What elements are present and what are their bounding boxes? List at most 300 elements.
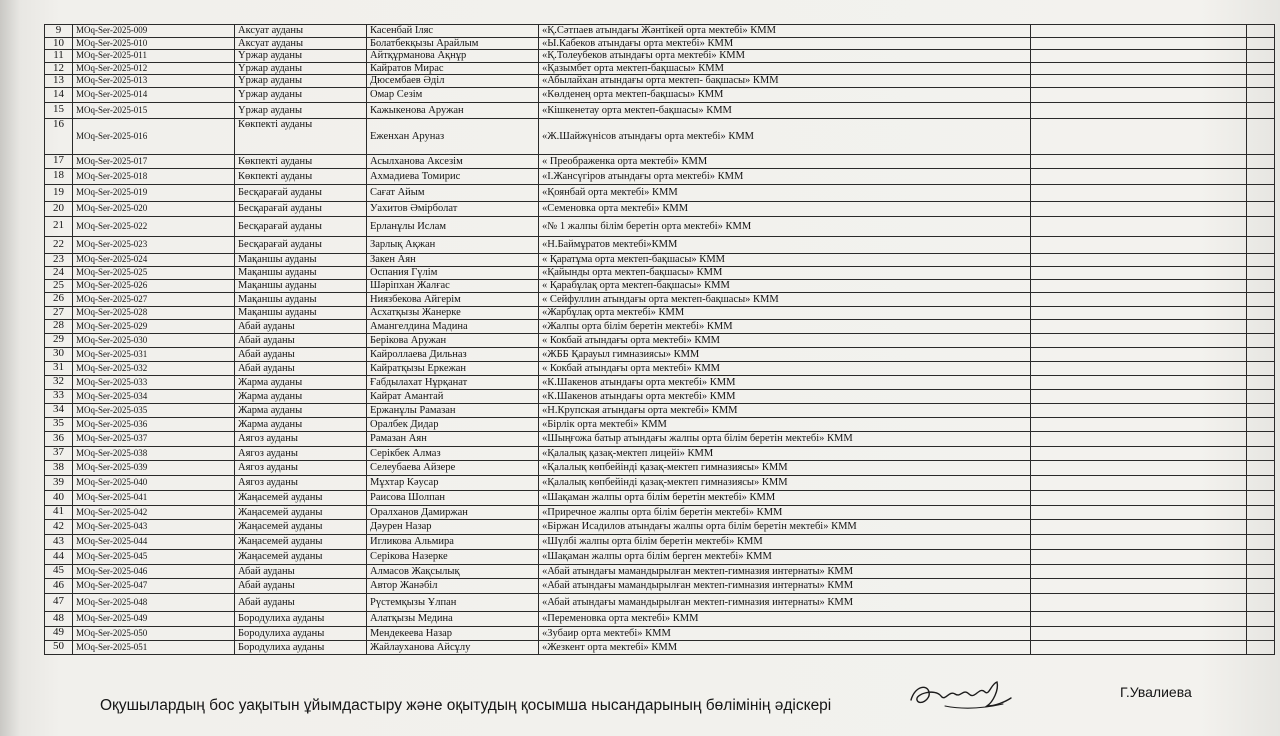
row-number: 48 bbox=[45, 611, 73, 626]
table-row bbox=[45, 611, 1275, 626]
row-district: Абай ауданы bbox=[235, 319, 367, 333]
row-number: 41 bbox=[45, 505, 73, 519]
row-school: «Абай атындағы мамандырылған мектеп-гимназия интернаты» КММ bbox=[539, 593, 1031, 611]
row-student-name: Мендекеева Назар bbox=[367, 626, 539, 640]
empty-cell bbox=[1031, 564, 1247, 578]
row-number: 12 bbox=[45, 62, 73, 75]
row-district: Аягоз ауданы bbox=[235, 460, 367, 475]
empty-cell bbox=[1031, 593, 1247, 611]
row-school: «Шыңғожа батыр атындағы жалпы орта білім беретін мектебі» КММ bbox=[539, 431, 1031, 446]
row-school: «Қалалық көпбейінді қазақ-мектеп гимназиясы» КММ bbox=[539, 475, 1031, 490]
table-row bbox=[45, 75, 1275, 88]
row-code: MOq-Ser-2025-019 bbox=[73, 184, 235, 201]
row-number: 35 bbox=[45, 417, 73, 431]
empty-cell bbox=[1247, 168, 1275, 184]
empty-cell bbox=[1247, 201, 1275, 216]
empty-cell bbox=[1031, 403, 1247, 417]
empty-cell bbox=[1031, 75, 1247, 88]
empty-cell bbox=[1031, 201, 1247, 216]
table-row bbox=[45, 333, 1275, 347]
empty-cell bbox=[1031, 154, 1247, 168]
row-number: 47 bbox=[45, 593, 73, 611]
row-student-name: Серікбек Алмаз bbox=[367, 446, 539, 460]
row-code: MOq-Ser-2025-045 bbox=[73, 549, 235, 564]
row-number: 22 bbox=[45, 236, 73, 253]
row-code: MOq-Ser-2025-025 bbox=[73, 266, 235, 279]
table-row bbox=[45, 253, 1275, 266]
row-school: «Н.Баймұратов мектебі»КММ bbox=[539, 236, 1031, 253]
row-number: 17 bbox=[45, 154, 73, 168]
row-school: «Абылайхан атындағы орта мектеп- бақшасы» КММ bbox=[539, 75, 1031, 88]
row-school: «Қалалық қазақ-мектеп лицейі» КММ bbox=[539, 446, 1031, 460]
empty-cell bbox=[1247, 62, 1275, 75]
row-code: MOq-Ser-2025-022 bbox=[73, 216, 235, 236]
row-number: 34 bbox=[45, 403, 73, 417]
table-row bbox=[45, 490, 1275, 505]
row-student-name: Шәріпхан Жалғас bbox=[367, 279, 539, 292]
row-district: Жарма ауданы bbox=[235, 375, 367, 389]
row-code: MOq-Ser-2025-044 bbox=[73, 534, 235, 549]
empty-cell bbox=[1031, 417, 1247, 431]
row-number: 16 bbox=[45, 118, 73, 154]
empty-cell bbox=[1031, 361, 1247, 375]
empty-cell bbox=[1031, 475, 1247, 490]
empty-cell bbox=[1031, 25, 1247, 38]
table-row bbox=[45, 505, 1275, 519]
table-row bbox=[45, 184, 1275, 201]
row-district: Жаңасемей ауданы bbox=[235, 505, 367, 519]
row-student-name: Кайратов Мирас bbox=[367, 62, 539, 75]
empty-cell bbox=[1031, 549, 1247, 564]
table-row bbox=[45, 460, 1275, 475]
signer-name: Г.Увалиева bbox=[1120, 684, 1192, 700]
row-student-name: Асхатқызы Жанерке bbox=[367, 306, 539, 319]
empty-cell bbox=[1247, 50, 1275, 63]
table-row bbox=[45, 475, 1275, 490]
row-school: «Біржан Исадилов атындағы жалпы орта білім беретін мектебі» КММ bbox=[539, 519, 1031, 534]
table-row bbox=[45, 168, 1275, 184]
table-row bbox=[45, 292, 1275, 306]
empty-cell bbox=[1247, 534, 1275, 549]
row-school: «Қ.Сәтпаев атындағы Жәнтікей орта мектебі» КММ bbox=[539, 25, 1031, 38]
row-number: 26 bbox=[45, 292, 73, 306]
table-row bbox=[45, 201, 1275, 216]
row-code: MOq-Ser-2025-014 bbox=[73, 87, 235, 102]
row-district: Жаңасемей ауданы bbox=[235, 549, 367, 564]
row-district: Жаңасемей ауданы bbox=[235, 490, 367, 505]
row-district: Мақаншы ауданы bbox=[235, 266, 367, 279]
empty-cell bbox=[1247, 236, 1275, 253]
empty-cell bbox=[1247, 564, 1275, 578]
empty-cell bbox=[1247, 216, 1275, 236]
table-row bbox=[45, 431, 1275, 446]
row-code: MOq-Ser-2025-036 bbox=[73, 417, 235, 431]
empty-cell bbox=[1031, 446, 1247, 460]
row-district: Аксуат ауданы bbox=[235, 37, 367, 50]
table-row bbox=[45, 640, 1275, 654]
row-school: «Қалалық көпбейінді қазақ-мектеп гимназиясы» КММ bbox=[539, 460, 1031, 475]
empty-cell bbox=[1031, 389, 1247, 403]
row-number: 36 bbox=[45, 431, 73, 446]
row-student-name: Омар Сезім bbox=[367, 87, 539, 102]
row-school: «Ы.Кабеков атындағы орта мектебі» КММ bbox=[539, 37, 1031, 50]
row-code: MOq-Ser-2025-035 bbox=[73, 403, 235, 417]
row-school: « Кокбай атындағы орта мектебі» КММ bbox=[539, 361, 1031, 375]
empty-cell bbox=[1031, 292, 1247, 306]
empty-cell bbox=[1247, 640, 1275, 654]
row-code: MOq-Ser-2025-027 bbox=[73, 292, 235, 306]
row-number: 43 bbox=[45, 534, 73, 549]
row-number: 25 bbox=[45, 279, 73, 292]
empty-cell bbox=[1247, 292, 1275, 306]
row-code: MOq-Ser-2025-030 bbox=[73, 333, 235, 347]
row-code: MOq-Ser-2025-020 bbox=[73, 201, 235, 216]
row-student-name: Рүстемқызы Ұлпан bbox=[367, 593, 539, 611]
row-student-name: Кайроллаева Дильназ bbox=[367, 347, 539, 361]
empty-cell bbox=[1247, 611, 1275, 626]
row-student-name: Раисова Шолпан bbox=[367, 490, 539, 505]
empty-cell bbox=[1031, 578, 1247, 593]
empty-cell bbox=[1031, 333, 1247, 347]
row-code: MOq-Ser-2025-017 bbox=[73, 154, 235, 168]
row-school: «Абай атындағы мамандырылған мектеп-гимназия интернаты» КММ bbox=[539, 578, 1031, 593]
row-number: 30 bbox=[45, 347, 73, 361]
row-number: 20 bbox=[45, 201, 73, 216]
empty-cell bbox=[1031, 626, 1247, 640]
row-district: Үржар ауданы bbox=[235, 87, 367, 102]
empty-cell bbox=[1247, 626, 1275, 640]
row-student-name: Ниязбекова Айгерім bbox=[367, 292, 539, 306]
row-district: Абай ауданы bbox=[235, 333, 367, 347]
empty-cell bbox=[1031, 168, 1247, 184]
row-school: «Кішкенетау орта мектеп-бақшасы» КММ bbox=[539, 102, 1031, 118]
row-code: MOq-Ser-2025-042 bbox=[73, 505, 235, 519]
row-number: 13 bbox=[45, 75, 73, 88]
empty-cell bbox=[1247, 578, 1275, 593]
empty-cell bbox=[1247, 279, 1275, 292]
row-district: Мақаншы ауданы bbox=[235, 253, 367, 266]
row-district: Бородулиха ауданы bbox=[235, 626, 367, 640]
row-code: MOq-Ser-2025-046 bbox=[73, 564, 235, 578]
table-row bbox=[45, 118, 1275, 154]
table-row bbox=[45, 549, 1275, 564]
row-number: 29 bbox=[45, 333, 73, 347]
table-row bbox=[45, 306, 1275, 319]
row-number: 27 bbox=[45, 306, 73, 319]
row-student-name: Уахитов Әмірболат bbox=[367, 201, 539, 216]
row-student-name: Айтқұрманова Ақнұр bbox=[367, 50, 539, 63]
row-school: « Қарабұлақ орта мектеп-бақшасы» КММ bbox=[539, 279, 1031, 292]
row-school: « Сейфуллин атындағы орта мектеп-бақшасы» КММ bbox=[539, 292, 1031, 306]
row-code: MOq-Ser-2025-049 bbox=[73, 611, 235, 626]
row-number: 31 bbox=[45, 361, 73, 375]
row-code: MOq-Ser-2025-029 bbox=[73, 319, 235, 333]
empty-cell bbox=[1247, 475, 1275, 490]
empty-cell bbox=[1031, 236, 1247, 253]
table-row bbox=[45, 446, 1275, 460]
row-number: 15 bbox=[45, 102, 73, 118]
table-row bbox=[45, 519, 1275, 534]
row-school: «Қайынды орта мектеп-бақшасы» КММ bbox=[539, 266, 1031, 279]
row-student-name: Берікова Аружан bbox=[367, 333, 539, 347]
empty-cell bbox=[1247, 253, 1275, 266]
footer-department: Оқушылардың бос уақытын ұйымдастыру және оқытудың қосымша нысандарының бөлімінің әдіскері bbox=[100, 697, 832, 714]
row-code: MOq-Ser-2025-034 bbox=[73, 389, 235, 403]
row-student-name: Алатқызы Медина bbox=[367, 611, 539, 626]
empty-cell bbox=[1247, 333, 1275, 347]
row-district: Аягоз ауданы bbox=[235, 475, 367, 490]
row-code: MOq-Ser-2025-026 bbox=[73, 279, 235, 292]
participants-table bbox=[44, 24, 1275, 655]
row-school: «Приречное жалпы орта білім беретін мектебі» КММ bbox=[539, 505, 1031, 519]
row-code: MOq-Ser-2025-033 bbox=[73, 375, 235, 389]
empty-cell bbox=[1031, 306, 1247, 319]
row-code: MOq-Ser-2025-024 bbox=[73, 253, 235, 266]
row-code: MOq-Ser-2025-037 bbox=[73, 431, 235, 446]
row-student-name: Закен Аян bbox=[367, 253, 539, 266]
row-student-name: Оспания Гүлім bbox=[367, 266, 539, 279]
row-code: MOq-Ser-2025-018 bbox=[73, 168, 235, 184]
row-number: 50 bbox=[45, 640, 73, 654]
table-row bbox=[45, 361, 1275, 375]
row-district: Жарма ауданы bbox=[235, 403, 367, 417]
row-student-name: Ахмадиева Томирис bbox=[367, 168, 539, 184]
row-number: 46 bbox=[45, 578, 73, 593]
empty-cell bbox=[1247, 319, 1275, 333]
row-student-name: Дәурен Назар bbox=[367, 519, 539, 534]
row-number: 45 bbox=[45, 564, 73, 578]
row-district: Үржар ауданы bbox=[235, 62, 367, 75]
row-student-name: Игликова Альмира bbox=[367, 534, 539, 549]
row-district: Аягоз ауданы bbox=[235, 431, 367, 446]
empty-cell bbox=[1031, 640, 1247, 654]
empty-cell bbox=[1247, 403, 1275, 417]
row-district: Бесқарағай ауданы bbox=[235, 236, 367, 253]
empty-cell bbox=[1031, 279, 1247, 292]
row-code: MOq-Ser-2025-048 bbox=[73, 593, 235, 611]
row-code: MOq-Ser-2025-039 bbox=[73, 460, 235, 475]
row-code: MOq-Ser-2025-050 bbox=[73, 626, 235, 640]
empty-cell bbox=[1031, 319, 1247, 333]
row-student-name: Касенбай Іляс bbox=[367, 25, 539, 38]
row-school: « Қаратұма орта мектеп-бақшасы» КММ bbox=[539, 253, 1031, 266]
row-school: «Шүлбі жалпы орта білім беретін мектебі» КММ bbox=[539, 534, 1031, 549]
row-district: Мақаншы ауданы bbox=[235, 279, 367, 292]
row-school: «Қазымбет орта мектеп-бақшасы» КММ bbox=[539, 62, 1031, 75]
row-number: 32 bbox=[45, 375, 73, 389]
row-school: «Шақаман жалпы орта білім берген мектебі» КММ bbox=[539, 549, 1031, 564]
row-number: 44 bbox=[45, 549, 73, 564]
row-district: Абай ауданы bbox=[235, 564, 367, 578]
row-school: «К.Шакенов атындағы орта мектебі» КММ bbox=[539, 389, 1031, 403]
empty-cell bbox=[1031, 62, 1247, 75]
table-row bbox=[45, 626, 1275, 640]
row-district: Аягоз ауданы bbox=[235, 446, 367, 460]
row-number: 24 bbox=[45, 266, 73, 279]
row-number: 28 bbox=[45, 319, 73, 333]
row-code: MOq-Ser-2025-043 bbox=[73, 519, 235, 534]
table-row bbox=[45, 62, 1275, 75]
empty-cell bbox=[1247, 519, 1275, 534]
row-student-name: Автор Жанәбіл bbox=[367, 578, 539, 593]
row-code: MOq-Ser-2025-011 bbox=[73, 50, 235, 63]
row-student-name: Сағат Айым bbox=[367, 184, 539, 201]
row-district: Абай ауданы bbox=[235, 593, 367, 611]
table-row bbox=[45, 564, 1275, 578]
empty-cell bbox=[1031, 37, 1247, 50]
row-district: Абай ауданы bbox=[235, 361, 367, 375]
empty-cell bbox=[1247, 87, 1275, 102]
row-school: «Зубаир орта мектебі» КММ bbox=[539, 626, 1031, 640]
row-district: Бесқарағай ауданы bbox=[235, 184, 367, 201]
row-number: 10 bbox=[45, 37, 73, 50]
row-school: «Шақаман жалпы орта білім беретін мектебі» КММ bbox=[539, 490, 1031, 505]
row-district: Абай ауданы bbox=[235, 578, 367, 593]
empty-cell bbox=[1247, 375, 1275, 389]
row-number: 38 bbox=[45, 460, 73, 475]
table-row bbox=[45, 593, 1275, 611]
empty-cell bbox=[1031, 505, 1247, 519]
empty-cell bbox=[1031, 253, 1247, 266]
row-student-name: Кажыкенова Аружан bbox=[367, 102, 539, 118]
empty-cell bbox=[1247, 460, 1275, 475]
row-number: 21 bbox=[45, 216, 73, 236]
row-number: 19 bbox=[45, 184, 73, 201]
row-school: «І.Жансүгіров атындағы орта мектебі» КММ bbox=[539, 168, 1031, 184]
table-row bbox=[45, 216, 1275, 236]
row-student-name: Кайрат Амантай bbox=[367, 389, 539, 403]
empty-cell bbox=[1247, 37, 1275, 50]
empty-cell bbox=[1247, 184, 1275, 201]
empty-cell bbox=[1247, 431, 1275, 446]
empty-cell bbox=[1031, 460, 1247, 475]
empty-cell bbox=[1031, 534, 1247, 549]
row-student-name: Болатбекқызы Арайлым bbox=[367, 37, 539, 50]
row-school: «Семеновка орта мектебі» КММ bbox=[539, 201, 1031, 216]
table-row bbox=[45, 534, 1275, 549]
empty-cell bbox=[1031, 611, 1247, 626]
row-district: Үржар ауданы bbox=[235, 50, 367, 63]
empty-cell bbox=[1247, 490, 1275, 505]
row-code: MOq-Ser-2025-040 bbox=[73, 475, 235, 490]
row-district: Жарма ауданы bbox=[235, 389, 367, 403]
table-row bbox=[45, 25, 1275, 38]
row-code: MOq-Ser-2025-023 bbox=[73, 236, 235, 253]
row-code: MOq-Ser-2025-009 bbox=[73, 25, 235, 38]
row-number: 33 bbox=[45, 389, 73, 403]
empty-cell bbox=[1247, 102, 1275, 118]
row-student-name: Рамазан Аян bbox=[367, 431, 539, 446]
row-code: MOq-Ser-2025-041 bbox=[73, 490, 235, 505]
row-school: «Қ.Толеубеков атындағы орта мектебі» КММ bbox=[539, 50, 1031, 63]
row-school: «Н.Крупская атындағы орта мектебі» КММ bbox=[539, 403, 1031, 417]
row-code: MOq-Ser-2025-012 bbox=[73, 62, 235, 75]
table-row bbox=[45, 37, 1275, 50]
row-code: MOq-Ser-2025-015 bbox=[73, 102, 235, 118]
empty-cell bbox=[1247, 25, 1275, 38]
row-student-name: Селеубаева Айзере bbox=[367, 460, 539, 475]
row-school: «Бірлік орта мектебі» КММ bbox=[539, 417, 1031, 431]
table-row bbox=[45, 403, 1275, 417]
row-district: Аксуат ауданы bbox=[235, 25, 367, 38]
row-school: «Жарбұлақ орта мектебі» КММ bbox=[539, 306, 1031, 319]
row-number: 18 bbox=[45, 168, 73, 184]
signature bbox=[905, 676, 1015, 716]
row-code: MOq-Ser-2025-032 bbox=[73, 361, 235, 375]
table-row bbox=[45, 279, 1275, 292]
row-student-name: Зарлық Ақжан bbox=[367, 236, 539, 253]
row-code: MOq-Ser-2025-010 bbox=[73, 37, 235, 50]
row-district: Мақаншы ауданы bbox=[235, 292, 367, 306]
row-school: «Абай атындағы мамандырылған мектеп-гимназия интернаты» КММ bbox=[539, 564, 1031, 578]
row-code: MOq-Ser-2025-051 bbox=[73, 640, 235, 654]
row-code: MOq-Ser-2025-028 bbox=[73, 306, 235, 319]
row-school: «К.Шакенов атындағы орта мектебі» КММ bbox=[539, 375, 1031, 389]
empty-cell bbox=[1247, 593, 1275, 611]
table-row bbox=[45, 319, 1275, 333]
table-row bbox=[45, 102, 1275, 118]
row-student-name: Жайлауханова Айсұлу bbox=[367, 640, 539, 654]
table-row bbox=[45, 578, 1275, 593]
row-number: 49 bbox=[45, 626, 73, 640]
row-school: «Жезкент орта мектебі» КММ bbox=[539, 640, 1031, 654]
row-student-name: Кайратқызы Еркежан bbox=[367, 361, 539, 375]
empty-cell bbox=[1031, 347, 1247, 361]
row-district: Бородулиха ауданы bbox=[235, 611, 367, 626]
row-student-name: Серікова Назерке bbox=[367, 549, 539, 564]
empty-cell bbox=[1031, 431, 1247, 446]
row-school: «ЖББ Қарауыл гимназиясы» КММ bbox=[539, 347, 1031, 361]
table-row bbox=[45, 50, 1275, 63]
row-district: Жаңасемей ауданы bbox=[235, 519, 367, 534]
row-school: «№ 1 жалпы білім беретін орта мектебі» КММ bbox=[539, 216, 1031, 236]
empty-cell bbox=[1031, 375, 1247, 389]
table-row bbox=[45, 375, 1275, 389]
empty-cell bbox=[1031, 50, 1247, 63]
empty-cell bbox=[1031, 102, 1247, 118]
row-district: Жарма ауданы bbox=[235, 417, 367, 431]
row-district: Көкпекті ауданы bbox=[235, 168, 367, 184]
row-school: « Кокбай атындағы орта мектебі» КММ bbox=[539, 333, 1031, 347]
row-code: MOq-Ser-2025-038 bbox=[73, 446, 235, 460]
row-number: 23 bbox=[45, 253, 73, 266]
row-school: «Жалпы орта білім беретін мектебі» КММ bbox=[539, 319, 1031, 333]
row-student-name: Оралбек Дидар bbox=[367, 417, 539, 431]
row-student-name: Еженхан Аруназ bbox=[367, 118, 539, 154]
table-row bbox=[45, 389, 1275, 403]
row-number: 39 bbox=[45, 475, 73, 490]
row-code: MOq-Ser-2025-016 bbox=[73, 118, 235, 154]
row-district: Мақаншы ауданы bbox=[235, 306, 367, 319]
empty-cell bbox=[1247, 75, 1275, 88]
row-student-name: Оралханов Дамиржан bbox=[367, 505, 539, 519]
empty-cell bbox=[1247, 417, 1275, 431]
row-student-name: Дюсембаев Әділ bbox=[367, 75, 539, 88]
empty-cell bbox=[1247, 118, 1275, 154]
row-district: Үржар ауданы bbox=[235, 75, 367, 88]
empty-cell bbox=[1031, 519, 1247, 534]
row-number: 40 bbox=[45, 490, 73, 505]
row-district: Көкпекті ауданы bbox=[235, 118, 367, 154]
row-district: Үржар ауданы bbox=[235, 102, 367, 118]
row-student-name: Мұхтар Кәусар bbox=[367, 475, 539, 490]
row-district: Бесқарағай ауданы bbox=[235, 201, 367, 216]
row-student-name: Амангелдина Мадина bbox=[367, 319, 539, 333]
row-number: 42 bbox=[45, 519, 73, 534]
row-student-name: Алмасов Жақсылық bbox=[367, 564, 539, 578]
empty-cell bbox=[1031, 184, 1247, 201]
row-code: MOq-Ser-2025-047 bbox=[73, 578, 235, 593]
